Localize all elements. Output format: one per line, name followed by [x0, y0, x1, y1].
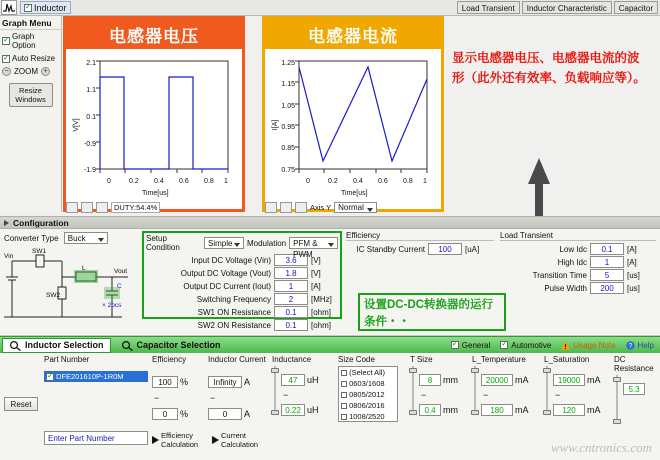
l-saturation-min-input[interactable]: 120 [553, 404, 585, 416]
l-temperature-range-dash: − [483, 390, 489, 400]
usage-note-link[interactable] [561, 341, 615, 350]
svg-text:0: 0 [306, 178, 310, 185]
svg-text:1.25: 1.25 [281, 60, 295, 67]
param-unit-pulse-width: [us] [627, 283, 640, 293]
svg-text:I[A]: I[A] [272, 119, 279, 131]
param-row-ic-standby [346, 243, 494, 255]
efficiency-group [346, 231, 494, 256]
param-unit-transition-time: [us] [627, 270, 640, 280]
current-range-dash: − [210, 393, 216, 403]
part-row-checkbox[interactable] [46, 373, 54, 381]
param-unit-iout: [A] [311, 281, 321, 291]
t-size-header: T Size [410, 355, 433, 364]
svg-text:Time[us]: Time[us] [341, 190, 368, 197]
l-saturation-slider[interactable] [544, 366, 550, 418]
param-unit-sw2ron: [ohm] [311, 320, 332, 330]
param-label-transition-time: Transition Time [532, 270, 587, 280]
svg-text:0.2: 0.2 [328, 178, 338, 185]
modulation-label: Modulation [246, 238, 287, 248]
t-size-min-input[interactable]: 0.4 [419, 404, 441, 416]
play-icon [212, 436, 219, 444]
svg-text:1.05: 1.05 [281, 103, 295, 110]
save-icon[interactable] [66, 202, 78, 213]
param-unit-high-idc: [A] [627, 257, 637, 267]
general-checkbox-box[interactable] [451, 341, 459, 349]
svg-text:1: 1 [224, 178, 228, 185]
inductor-current-column [208, 355, 266, 420]
inductor-current-plot [265, 49, 441, 201]
help-link[interactable] [626, 341, 654, 350]
play-icon [152, 436, 159, 444]
param-label-pulse-width: Pulse Width [544, 283, 587, 293]
graph-option-label: Graph Option [12, 32, 36, 50]
dc-resistance-header: DC Resistance [614, 355, 654, 373]
inductance-unit-max: uH [307, 375, 319, 385]
auto-resize-label: Auto Resize [12, 54, 56, 63]
param-input-transition-time[interactable]: 5 [590, 269, 624, 281]
copy-icon[interactable] [96, 202, 108, 213]
size-code-option-4[interactable]: 1008/2520 [339, 411, 397, 422]
graph-option-checkbox-box[interactable] [2, 37, 10, 45]
current-unit-min: A [244, 409, 251, 419]
magnifier-icon [121, 340, 134, 351]
graph-menu-panel [0, 16, 62, 212]
schematic-sw2-label: SW2 [46, 292, 61, 299]
selected-part-row[interactable] [44, 371, 148, 382]
efficiency-calculation-button[interactable] [152, 431, 209, 449]
svg-text:0.85: 0.85 [281, 145, 295, 152]
automotive-checkbox[interactable] [500, 341, 551, 350]
tab-inductor-characteristic[interactable]: Inductor Characteristic [522, 1, 612, 14]
param-unit-vin: [V] [311, 255, 321, 265]
l-temperature-slider[interactable] [472, 366, 478, 418]
inductance-header: Inductance [272, 355, 312, 364]
param-input-fsw[interactable]: 2 [274, 293, 308, 305]
svg-text:1.1: 1.1 [86, 87, 96, 94]
svg-text:0.4: 0.4 [353, 178, 363, 185]
graph-menu-title: Graph Menu [0, 16, 61, 30]
t-size-unit-max: mm [443, 375, 458, 385]
inductance-min-input[interactable]: 0.22 [281, 404, 305, 416]
automotive-checkbox-box[interactable] [500, 341, 508, 349]
param-input-vout[interactable]: 1.8 [274, 267, 308, 279]
zoom-out-icon[interactable]: − [2, 67, 11, 76]
t-size-column [410, 355, 468, 418]
inductance-slider[interactable] [272, 366, 278, 418]
tab-capacitor-selection[interactable] [115, 338, 227, 353]
voltage-chart-toolbar [66, 200, 242, 214]
param-label-sw1ron: SW1 ON Resistance [197, 307, 271, 317]
param-row-iout [144, 280, 340, 292]
param-input-vin[interactable]: 3.6 [274, 254, 308, 266]
param-input-iout[interactable]: 1 [274, 280, 308, 292]
efficiency-max-input[interactable]: 100 [152, 376, 178, 388]
svg-text:0.1: 0.1 [86, 114, 96, 121]
tab-capacitor-selection-label: Capacitor Selection [136, 339, 221, 350]
param-unit-low-idc: [A] [627, 244, 637, 254]
l-temperature-unit-max: mA [515, 375, 529, 385]
schematic-l-label: L [82, 265, 86, 272]
svg-text:0.75: 0.75 [281, 167, 295, 174]
l-temperature-header: L_Temperature [472, 355, 526, 364]
svg-text:1: 1 [423, 178, 427, 185]
svg-text:2.1: 2.1 [86, 60, 96, 67]
l-temperature-unit-min: mA [515, 405, 529, 415]
svg-text:-1.9: -1.9 [83, 167, 96, 174]
l-saturation-range-dash: − [555, 390, 561, 400]
svg-text:V[V]: V[V] [73, 118, 80, 132]
param-label-ic-standby: IC Standby Current [356, 244, 425, 254]
param-unit-sw1ron: [ohm] [311, 307, 332, 317]
configuration-section-header[interactable] [0, 216, 660, 229]
setup-condition-select[interactable]: Simple [204, 237, 244, 249]
axis-y-select[interactable]: Normal [334, 202, 377, 213]
schematic-c-label: C [117, 283, 122, 290]
magnifier-icon [9, 340, 22, 351]
param-row-sw2ron [144, 319, 340, 331]
l-saturation-unit-max: mA [587, 375, 601, 385]
efficiency-unit-min: % [180, 409, 189, 419]
zoom-control [0, 65, 61, 78]
warning-icon [561, 341, 570, 350]
converter-type-label: Converter Type [4, 234, 59, 243]
converter-type-row [4, 232, 108, 244]
param-label-high-idc: High Idc [557, 257, 587, 267]
param-input-sw1ron[interactable]: 0.1 [274, 306, 308, 318]
general-checkbox-label: General [461, 340, 491, 350]
part-number-input[interactable]: Enter Part Number [44, 431, 148, 445]
automotive-checkbox-label: Automotive [511, 340, 552, 350]
tab-inductor-selection[interactable] [2, 338, 111, 353]
dc-resistance-max-input[interactable]: 5.3 [623, 383, 645, 395]
svg-text:0.8: 0.8 [204, 178, 214, 185]
inductor-current-header: Inductor Current [208, 355, 266, 364]
current-calculation-label: Current Calculation [221, 431, 259, 449]
inductor-current-panel [262, 16, 444, 212]
l-temperature-max-input[interactable]: 20000 [481, 374, 513, 386]
part-selection-header [0, 336, 660, 353]
param-unit-vout: [V] [311, 268, 321, 278]
auto-resize-checkbox[interactable] [0, 52, 61, 65]
current-unit-max: A [244, 377, 251, 387]
app-logo-icon [1, 0, 17, 15]
annotation-waveform-note: 显示电感器电压、电感器电流的波形（此外还有效率、负载响应等）。 [452, 51, 646, 85]
svg-text:0.4: 0.4 [154, 178, 164, 185]
size-code-option-0[interactable]: (Select All) [339, 367, 397, 378]
inductor-checkbox-label: Inductor [34, 2, 67, 13]
load-transient-title: Load Transient [500, 231, 656, 241]
inductance-range-dash: − [283, 390, 289, 400]
svg-text:0.6: 0.6 [378, 178, 388, 185]
t-size-range-dash: − [421, 390, 427, 400]
graph-option-checkbox[interactable] [0, 30, 61, 52]
voltage-plot-svg [66, 49, 242, 201]
usage-note-label: Usage Note [573, 340, 616, 350]
configuration-body [0, 229, 660, 336]
current-plot-svg [265, 49, 441, 201]
param-label-vin: Input DC Voltage (Vin) [191, 255, 271, 265]
converter-schematic [2, 247, 140, 331]
axis-y-label: Axis Y [310, 202, 332, 212]
size-code-header: Size Code [338, 355, 375, 364]
efficiency-header: Efficiency [152, 355, 187, 364]
dc-resistance-column [614, 355, 658, 427]
l-temperature-min-input[interactable]: 180 [481, 404, 513, 416]
tab-inductor-selection-label: Inductor Selection [25, 339, 104, 350]
efficiency-range-dash: − [154, 393, 160, 403]
inductor-voltage-title: 电感器电压 [66, 19, 242, 49]
top-toolbar [0, 0, 660, 16]
save-icon[interactable] [265, 202, 277, 213]
l-saturation-header: L_Saturation [544, 355, 590, 364]
reset-button[interactable]: Reset [4, 397, 38, 411]
svg-text:?: ? [628, 342, 632, 350]
inductance-unit-min: uH [307, 405, 319, 415]
current-chart-toolbar [265, 200, 441, 214]
current-max-input[interactable]: Infinity [208, 376, 242, 388]
t-size-unit-min: mm [443, 405, 458, 415]
size-code-option-3[interactable]: 0806/2016 [339, 400, 397, 411]
param-row-sw1ron [144, 306, 340, 318]
param-row-vout [144, 267, 340, 279]
efficiency-column [152, 355, 204, 420]
size-code-listbox[interactable] [338, 366, 398, 422]
auto-resize-checkbox-box[interactable] [2, 55, 10, 63]
param-label-low-idc: Low Idc [559, 244, 587, 254]
efficiency-min-input[interactable]: 0 [152, 408, 178, 420]
svg-text:0.95: 0.95 [281, 124, 295, 131]
current-min-input[interactable]: 0 [208, 408, 242, 420]
load-transient-group [500, 231, 656, 295]
watermark: www.cntronics.com [550, 440, 652, 455]
svg-text:Time[us]: Time[us] [142, 190, 169, 197]
schematic-sw1-label: SW1 [32, 248, 47, 255]
svg-text:0.2: 0.2 [129, 178, 139, 185]
dc-resistance-slider[interactable] [614, 375, 620, 427]
svg-text:0.6: 0.6 [179, 178, 189, 185]
size-code-option-1[interactable]: 0603/1608 [339, 378, 397, 389]
param-input-pulse-width[interactable]: 200 [590, 282, 624, 294]
param-row-fsw [144, 293, 340, 305]
help-label: Help [637, 340, 654, 350]
duty-value: DUTY:54.4% [111, 202, 160, 213]
svg-text:0: 0 [107, 178, 111, 185]
top-tab-group [457, 1, 660, 14]
size-code-option-2[interactable]: 0805/2012 [339, 389, 397, 400]
param-input-high-idc[interactable]: 1 [590, 256, 624, 268]
schematic-vin-label: Vin [4, 253, 14, 260]
general-checkbox[interactable] [451, 341, 490, 350]
configuration-title: Configuration [13, 217, 69, 228]
setup-condition-header [144, 233, 340, 259]
param-label-fsw: Switching Frequency [196, 294, 271, 304]
current-calculation-button[interactable] [212, 431, 265, 449]
svg-text:0.8: 0.8 [403, 178, 413, 185]
l-saturation-unit-min: mA [587, 405, 601, 415]
size-code-column [338, 355, 406, 422]
schematic-vout-label: Vout [114, 268, 128, 275]
inductor-voltage-panel [63, 16, 245, 212]
inductance-max-input[interactable]: 47 [281, 374, 305, 386]
l-saturation-max-input[interactable]: 19000 [553, 374, 585, 386]
part-selection-right-controls [451, 341, 660, 350]
selected-part-label: DFE201610P-1R0M [56, 372, 124, 381]
modulation-select[interactable]: PFM & PWM [289, 237, 338, 249]
expand-chevron-icon[interactable] [4, 220, 9, 226]
efficiency-title: Efficiency [346, 231, 494, 241]
inductor-current-title: 电感器电流 [265, 19, 441, 49]
t-size-slider[interactable] [410, 366, 416, 418]
help-icon [626, 341, 635, 350]
zoom-label: ZOOM [14, 67, 38, 76]
inductance-column [272, 355, 334, 418]
param-row-pulse-width [500, 282, 656, 294]
schematic-parallel-label: × 2pcs [102, 302, 122, 309]
copy-icon[interactable] [295, 202, 307, 213]
inductor-checkbox-box[interactable] [24, 4, 32, 12]
param-row-transition-time [500, 269, 656, 281]
param-input-ic-standby[interactable]: 100 [428, 243, 462, 255]
setup-condition-label: Setup Condition [146, 234, 180, 252]
param-label-sw2ron: SW2 ON Resistance [197, 320, 271, 330]
part-number-column [4, 355, 150, 366]
tab-load-transient[interactable]: Load Transient [457, 1, 520, 14]
t-size-max-input[interactable]: 8 [419, 374, 441, 386]
setup-condition-box [142, 231, 342, 330]
param-unit-ic-standby: [uA] [465, 244, 480, 254]
inductor-checkbox[interactable] [20, 1, 71, 14]
param-row-high-idc [500, 256, 656, 268]
part-number-header: Part Number [44, 355, 90, 364]
settings-icon[interactable] [280, 202, 292, 213]
zoom-in-icon[interactable]: + [41, 67, 50, 76]
svg-text:1.15: 1.15 [281, 81, 295, 88]
l-temperature-column [472, 355, 538, 418]
efficiency-calculation-label: Efficiency Calculation [161, 431, 199, 449]
efficiency-unit-max: % [180, 377, 189, 387]
param-label-iout: Output DC Current (Iout) [183, 281, 271, 291]
param-label-vout: Output DC Voltage (Vout) [180, 268, 271, 278]
settings-icon[interactable] [81, 202, 93, 213]
param-input-sw2ron[interactable]: 0.1 [274, 319, 308, 331]
inductor-voltage-plot [66, 49, 242, 201]
resize-windows-button[interactable]: Resize Windows [9, 83, 53, 107]
tab-capacitor[interactable]: Capacitor [614, 1, 658, 14]
l-saturation-column [544, 355, 610, 418]
annotation-configuration-note: 设置DC-DC转换器的运行条件・・ [358, 293, 506, 331]
param-unit-fsw: [MHz] [311, 294, 332, 304]
param-input-low-idc[interactable]: 0.1 [590, 243, 624, 255]
svg-text:-0.9: -0.9 [83, 141, 96, 148]
param-row-low-idc [500, 243, 656, 255]
converter-type-select[interactable]: Buck [64, 232, 108, 244]
